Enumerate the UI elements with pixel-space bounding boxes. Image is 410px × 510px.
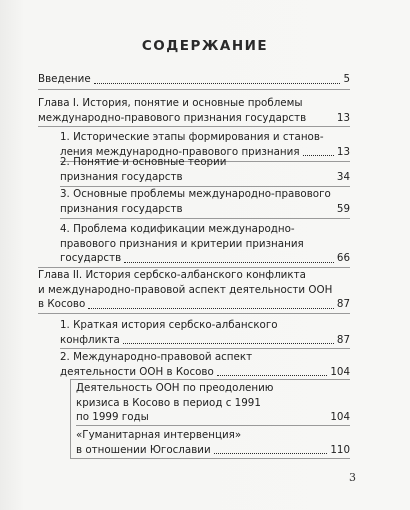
dot-leader <box>214 453 328 454</box>
toc-entry-label: Введение <box>38 73 91 85</box>
toc-page-number: 104 <box>330 411 350 424</box>
toc-page-number: 59 <box>336 202 350 215</box>
toc-page-number: 66 <box>336 252 350 265</box>
divider <box>38 313 350 314</box>
toc-entry-line: Глава II. История сербско-албанского конфликта <box>38 269 306 281</box>
toc-entry-section-1-4 <box>60 222 350 266</box>
toc-entry-section-2-2 <box>60 350 350 379</box>
toc-entry-line: 1. Исторические этапы формирования и станов- <box>60 131 324 143</box>
dot-leader <box>217 375 328 376</box>
toc-entry-subsection-2-2-b <box>76 428 350 457</box>
toc-entry-chapter-1 <box>38 96 350 125</box>
page-number: 3 <box>349 471 356 484</box>
toc-entry-subsection-2-2-a <box>76 381 350 425</box>
dot-leader <box>94 83 341 84</box>
toc-entry-line: кризиса в Косово в период с 1991 <box>76 396 261 409</box>
dot-leader <box>124 262 334 263</box>
toc-entry-line: признания государств <box>60 202 183 215</box>
toc-entry-line: «Гуманитарная интервенция» <box>76 429 242 441</box>
toc-entry-line: 4. Проблема кодификации международно- <box>60 223 295 235</box>
toc-entry-line: признания государств <box>60 170 183 183</box>
toc-entry-line: ления международно-правового признания <box>60 145 300 158</box>
toc-entry-line: в отношении Югославии <box>76 443 211 456</box>
divider <box>60 348 350 349</box>
dot-leader <box>123 343 334 344</box>
dot-leader <box>88 308 334 309</box>
toc-page-number: 87 <box>336 333 350 346</box>
toc-entry-line: по 1999 годы <box>76 411 149 424</box>
toc-entry-line: в Косово <box>38 298 86 311</box>
toc-entry-line: государств <box>60 252 122 265</box>
toc-entry-section-1-2 <box>60 155 350 184</box>
toc-entry-line: деятельности ООН в Косово <box>60 365 214 378</box>
toc-page-number: 13 <box>336 111 350 124</box>
divider <box>70 458 350 459</box>
divider <box>70 379 350 380</box>
divider <box>70 379 71 458</box>
toc-page-number: 104 <box>330 365 350 378</box>
toc-entry-section-2-1 <box>60 318 350 347</box>
toc-entry-line: и международно-правовой аспект деятельности ООН <box>38 283 333 296</box>
toc-entry-line: правового признания и критерии признания <box>60 237 304 250</box>
toc-entry-line: Деятельность ООН по преодолению <box>76 382 274 394</box>
toc-entry-intro <box>38 72 350 87</box>
toc-entry-line: 2. Понятие и основные теории <box>60 156 227 168</box>
toc-entry-line: 1. Краткая история сербско-албанского <box>60 319 278 331</box>
toc-page-number: 5 <box>343 73 350 85</box>
toc-page-number: 110 <box>330 443 350 456</box>
toc-entry-section-1-3 <box>60 187 350 216</box>
toc-page-number: 34 <box>336 170 350 183</box>
toc-entry-line: 3. Основные проблемы международно-правового <box>60 188 331 200</box>
toc-entry-line: конфликта <box>60 333 120 346</box>
divider <box>60 218 350 219</box>
divider <box>76 425 350 426</box>
toc-page-number: 87 <box>336 298 350 311</box>
toc-entry-line: 2. Международно-правовой аспект <box>60 351 253 363</box>
divider <box>38 89 350 90</box>
toc-entry-line: международно-правового признания государств <box>38 111 307 124</box>
page-title: СОДЕРЖАНИЕ <box>141 38 269 54</box>
toc-page-number: 13 <box>336 145 350 158</box>
divider <box>38 126 350 127</box>
toc-entry-chapter-2 <box>38 268 350 312</box>
toc-entry-line: Глава I. История, понятие и основные проблемы <box>38 97 303 109</box>
